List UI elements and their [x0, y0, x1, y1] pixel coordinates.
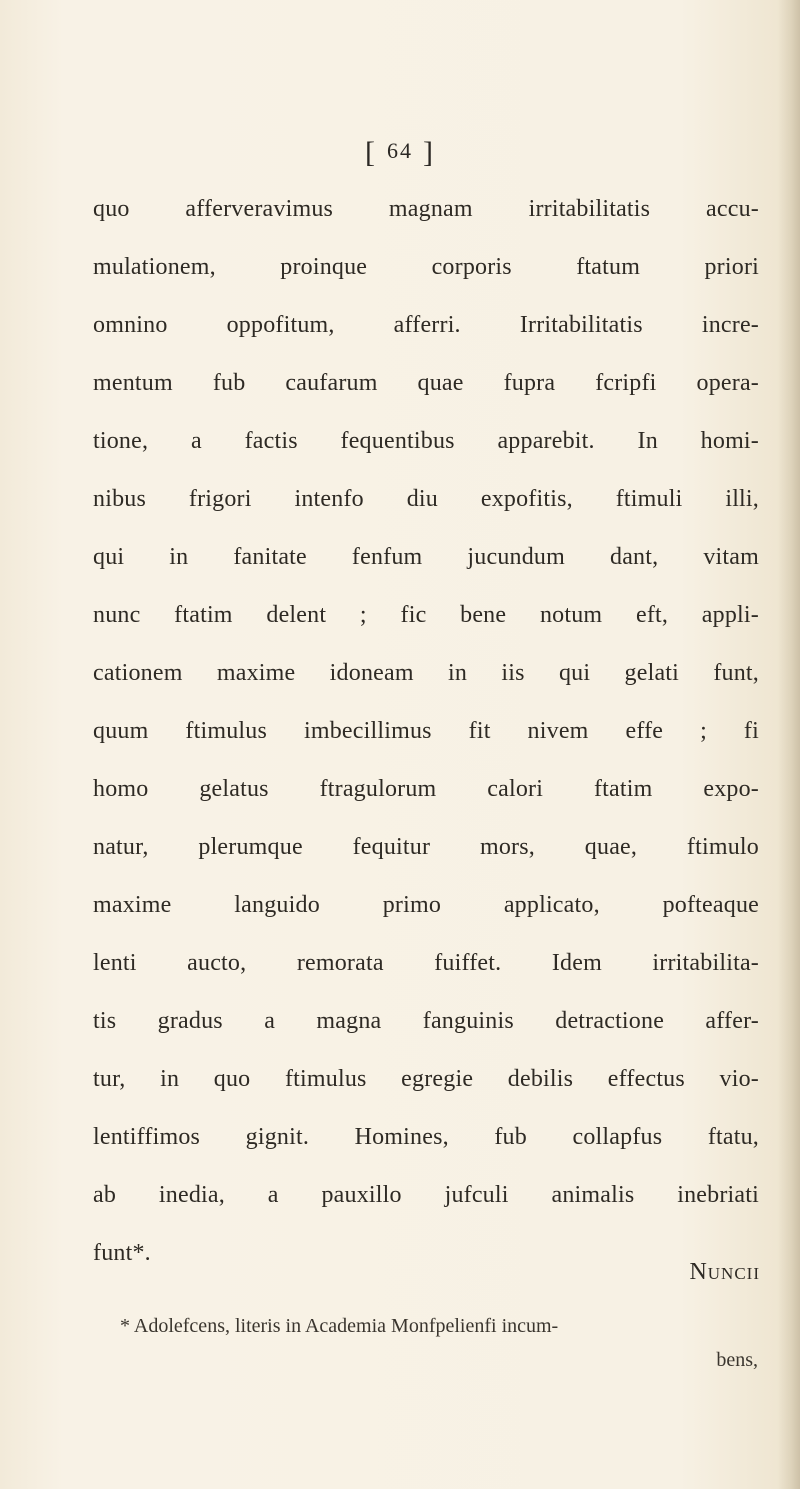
text-line: maxime languido primo applicato, pofteaque [93, 892, 759, 918]
page-number-bracket-close: ] [423, 136, 435, 169]
text-line: funt*. [93, 1240, 151, 1266]
footnote: * Adolefcens, literis in Academia Monfpelienfi incum- [120, 1315, 559, 1337]
text-line: nibus frigori intenfo diu expofitis, ftimuli illi, [93, 486, 759, 512]
page-number [0, 136, 800, 170]
text-line: quo afferveravimus magnam irritabilitatis accu- [93, 196, 759, 222]
text-line: tione, a factis fequentibus apparebit. In homi- [93, 428, 759, 454]
footnote-catchword: bens, [716, 1349, 758, 1371]
text-line: nunc ftatim delent ; fic bene notum eft, appli- [93, 602, 759, 628]
page-number-bracket-open: [ [365, 136, 377, 169]
text-line: lentiffimos gignit. Homines, fub collapfus ftatu, [93, 1124, 759, 1150]
text-line: lenti aucto, remorata fuiffet. Idem irritabilita- [93, 950, 759, 976]
text-line: cationem maxime idoneam in iis qui gelati funt, [93, 660, 759, 686]
text-line: omnino oppofitum, afferri. Irritabilitatis incre- [93, 312, 759, 338]
text-line: ab inedia, a pauxillo jufculi animalis inebriati [93, 1182, 759, 1208]
text-line: mulationem, proinque corporis ftatum priori [93, 254, 759, 280]
text-line: quum ftimulus imbecillimus fit nivem effe ; fi [93, 718, 759, 744]
text-line: mentum fub caufarum quae fupra fcripfi opera- [93, 370, 759, 396]
catchword: Nuncii [689, 1259, 760, 1285]
body-text [93, 180, 759, 1282]
page-edge-shadow [778, 0, 800, 1489]
text-line: tur, in quo ftimulus egregie debilis effectus vio- [93, 1066, 759, 1092]
text-line: qui in fanitate fenfum jucundum dant, vitam [93, 544, 759, 570]
text-line: natur, plerumque fequitur mors, quae, ftimulo [93, 834, 759, 860]
text-line: homo gelatus ftragulorum calori ftatim expo- [93, 776, 759, 802]
page-number-value: 64 [387, 138, 413, 163]
text-line: tis gradus a magna fanguinis detractione affer- [93, 1008, 759, 1034]
